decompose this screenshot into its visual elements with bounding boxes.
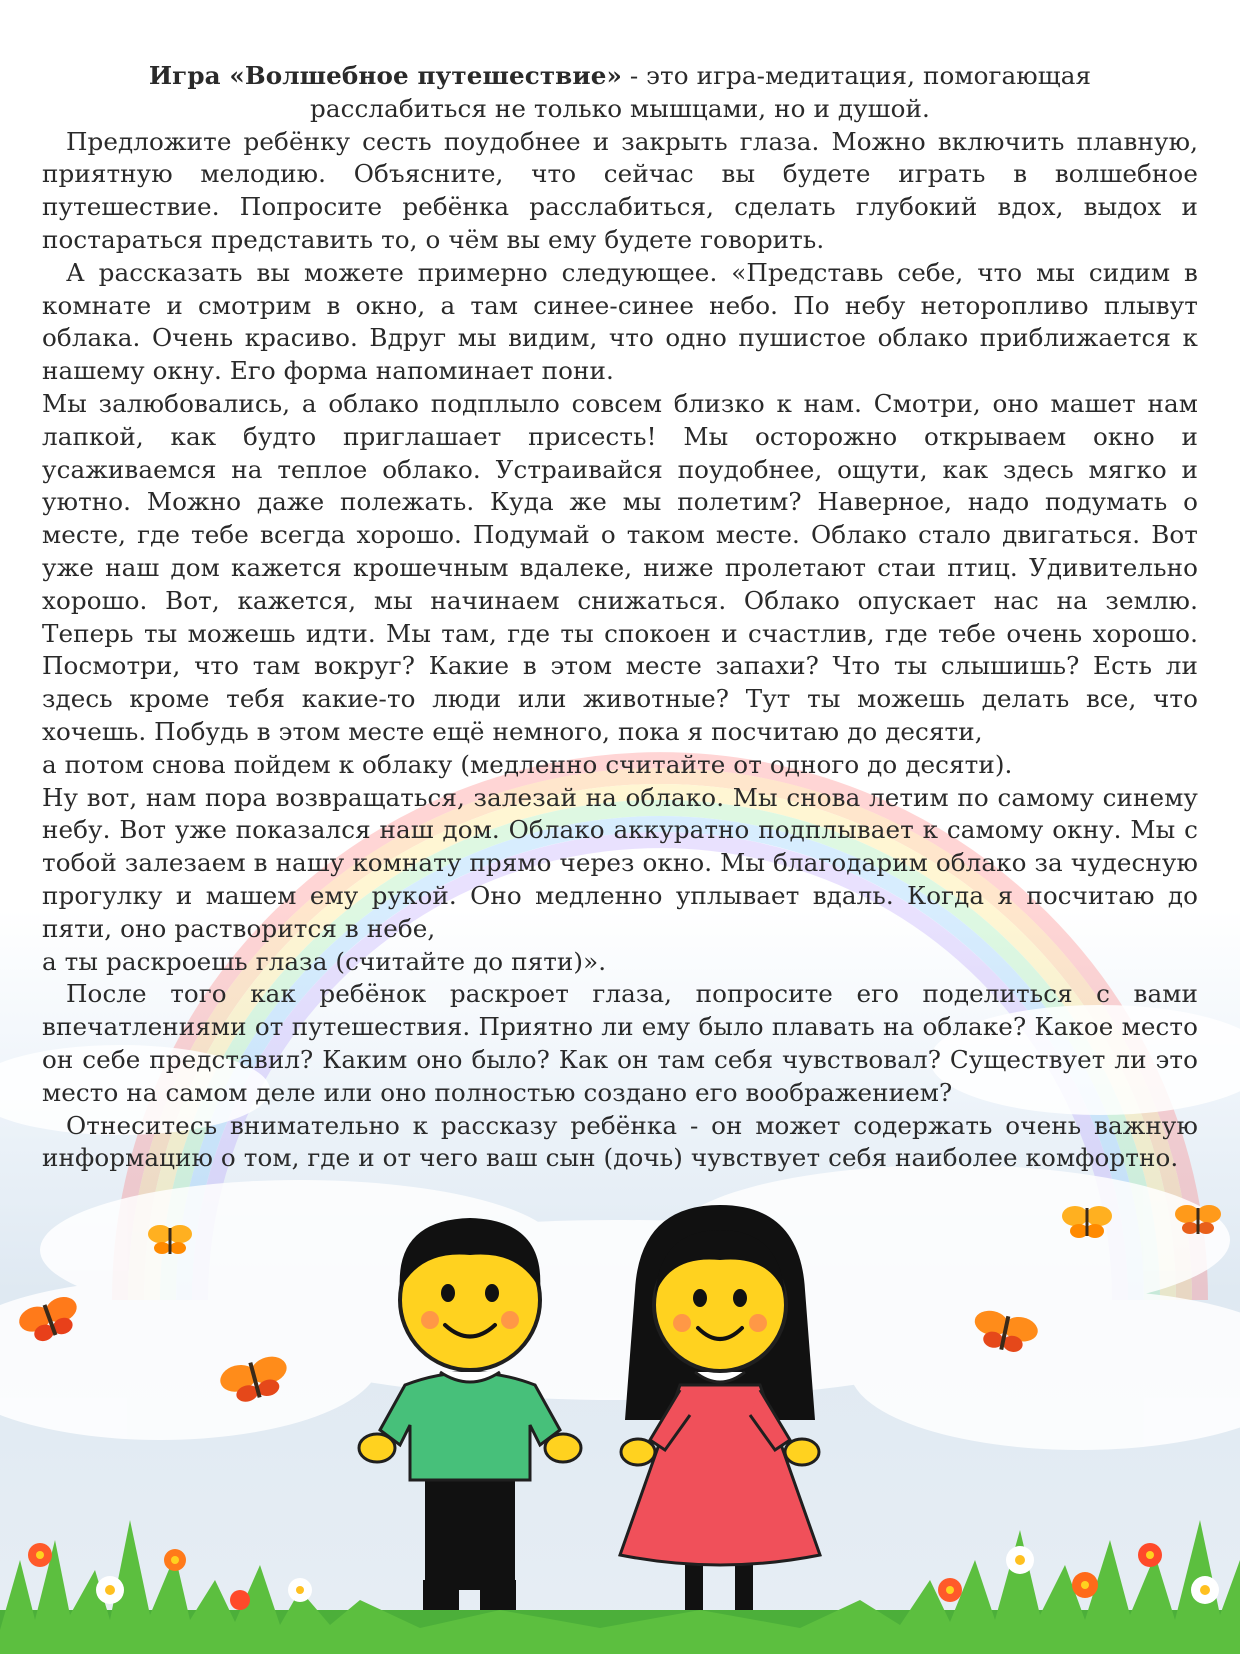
butterfly-icon <box>1062 1206 1112 1238</box>
paragraph-count-ten: а потом снова пойдем к облаку (медленно считайте от одного до десяти). <box>42 749 1013 779</box>
butterfly-icon <box>217 1353 293 1407</box>
title-line-2: расслабиться не только мышцами, но и душой. <box>310 93 930 123</box>
girl-figure <box>620 1205 820 1610</box>
grass <box>0 1520 1240 1654</box>
butterfly-icon <box>148 1225 192 1254</box>
article-text <box>42 60 1198 1175</box>
paragraph-return: Ну вот, нам пора возвращаться, залезай на облако. Мы снова летим по самому синему небу. Вот уже показался наш дом. Облако аккуратно подплывает к самому окну. Мы с тобой залезаем в нашу комнату прямо через окно. Мы благодарим облако за чудесную прогулку и машем ему рукой. Оно медленно уплывает вдаль. Когда я посчитаю до пяти, оно растворится в небе, <box>42 782 1198 943</box>
paragraph-after: После того как ребёнок раскроет глаза, попросите его поделиться с вами впечатлениями от путешествия. Приятно ли ему было плавать на облаке? Какое место он себе представил? Каким оно было? Как он там себя чувствовал? Существует ли это место на самом деле или оно полностью создано его воображением? <box>42 979 1198 1107</box>
butterfly-icon <box>1175 1205 1221 1234</box>
paragraph-count-five: а ты раскроешь глаза (считайте до пяти)». <box>42 946 607 976</box>
paragraph-intro: Предложите ребёнку сесть поудобнее и закрыть глаза. Можно включить плавную, приятную мелодию. Объясните, что сейчас вы будете играть в волшебное путешествие. Попросите ребёнка расслабиться, сделать глубокий вдох, выдох и постараться представить то, о чём вы ему будете говорить. <box>42 126 1198 254</box>
boy-figure <box>359 1218 581 1620</box>
game-title: Игра «Волшебное путешествие» <box>148 61 622 90</box>
kids-meadow-illustration <box>0 1160 1240 1654</box>
butterfly-icon <box>16 1293 85 1347</box>
title-rest: - это игра-медитация, помогающая <box>621 61 1092 90</box>
butterfly-icon <box>970 1308 1040 1357</box>
paragraph-conclusion: Отнеситесь внимательно к рассказу ребёнка - он может содержать очень важную информацию о том, где и от чего ваш сын (дочь) чувствует себя наиболее комфортно. <box>42 1110 1198 1173</box>
title-line <box>42 60 1198 93</box>
paragraph-story-middle: Мы залюбовались, а облако подплыло совсем близко к нам. Смотри, оно машет нам лапкой, как будто приглашает присесть! Мы осторожно открываем окно и усаживаемся на теплое облако. Устраивайся поудобнее, ощути, как здесь мягко и уютно. Можно даже полежать. Куда же мы полетим? Наверное, надо подумать о месте, где тебе всегда хорошо. Подумай о таком месте. Облако стало двигаться. Вот уже наш дом кажется крошечным вдалеке, ниже пролетают стаи птиц. Удивительно хорошо. Вот, кажется, мы начинаем снижаться. Облако опускает нас на землю. Теперь ты можешь идти. Мы там, где ты спокоен и счастлив, где тебе очень хорошо. Посмотри, что там вокруг? Какие в этом месте запахи? Что ты слышишь? Есть ли здесь кроме тебя какие-то люди или животные? Тут ты можешь делать все, что хочешь. Побудь в этом месте ещё немного, пока я посчитаю до десяти, <box>42 388 1198 746</box>
paragraph-story-start: А рассказать вы можете примерно следующее. «Представь себе, что мы сидим в комнате и смотрим в окно, а там синее-синее небо. По небу неторопливо плывут облака. Очень красиво. Вдруг мы видим, что одно пушистое облако приближается к нашему окну. Его форма напоминает пони. <box>42 257 1198 386</box>
